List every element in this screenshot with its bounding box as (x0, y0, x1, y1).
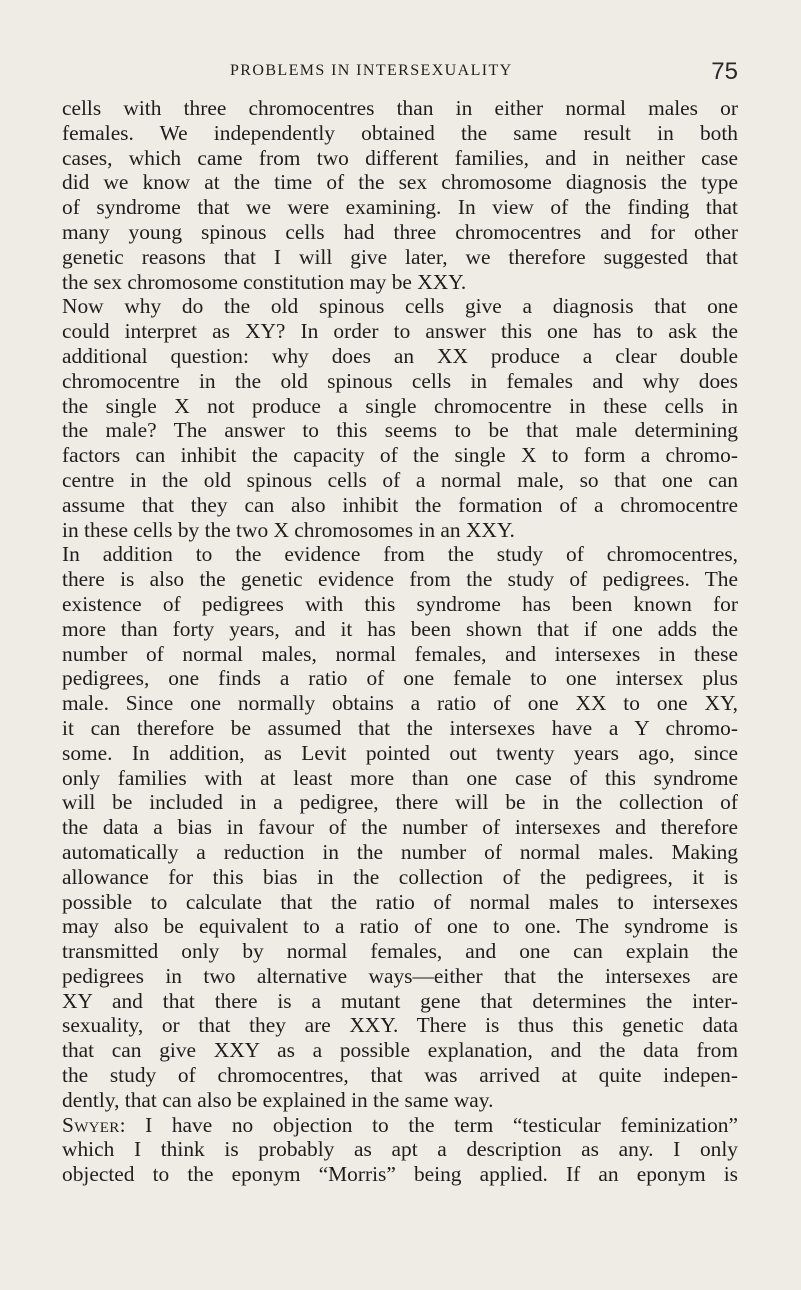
text-line: number of normal males, normal females, and intersexes in these (62, 641, 738, 666)
speaker-text: I have no objection to the term “testicular feminization” (145, 1112, 738, 1137)
text-line: only families with at least more than one case of this syndrome (62, 765, 738, 790)
text-line: more than forty years, and it has been shown that if one adds the (62, 616, 738, 641)
text-line: allowance for this bias in the collection of the pedigrees, it is (62, 864, 738, 889)
running-head (62, 58, 738, 88)
text-line: cases, which came from two different families, and in neither case (62, 145, 738, 170)
text-line: could interpret as XY? In order to answer this one has to ask the (62, 319, 738, 344)
text-line: chromocentre in the old spinous cells in females and why does (62, 368, 738, 393)
text-line: the single X not produce a single chromocentre in these cells in (62, 393, 738, 418)
text-line: there is also the genetic evidence from the study of pedigrees. The (62, 567, 738, 592)
text-line: XY and that there is a mutant gene that determines the inter- (62, 988, 738, 1013)
text-line: many young spinous cells had three chromocentres and for other (62, 219, 738, 244)
text-line: may also be equivalent to a ratio of one to one. The syndrome is (62, 914, 738, 939)
text-line: pedigrees in two alternative ways—either that the intersexes are (62, 963, 738, 988)
text-line: cells with three chromocentres than in either normal males or (62, 96, 738, 120)
text-line: pedigrees, one finds a ratio of one female to one intersex plus (62, 666, 738, 691)
speaker-line: Swyer: I have no objection to the term “testicular feminization” (62, 1112, 738, 1137)
text-line: that can give XXY as a possible explanation, and the data from (62, 1038, 738, 1063)
text-line: the male? The answer to this seems to be that male determining (62, 418, 738, 443)
text-line: some. In addition, as Levit pointed out twenty years ago, since (62, 740, 738, 765)
text-line: genetic reasons that I will give later, we therefore suggested that (62, 244, 738, 269)
text-line: the study of chromocentres, that was arrived at quite indepen- (62, 1063, 738, 1088)
text-line: in these cells by the two X chromosomes in an XXY. (62, 517, 515, 542)
text-line: transmitted only by normal females, and one can explain the (62, 939, 738, 964)
text-line: females. We independently obtained the same result in both (62, 120, 738, 145)
text-line: existence of pedigrees with this syndrome has been known for (62, 591, 738, 616)
text-line: which I think is probably as apt a description as any. I only (62, 1137, 738, 1162)
page-number: 75 (711, 58, 738, 85)
text-line: centre in the old spinous cells of a normal male, so that one can (62, 467, 738, 492)
text-line: sexuality, or that they are XXY. There is thus this genetic data (62, 1013, 738, 1038)
text-line: Now why do the old spinous cells give a diagnosis that one (62, 294, 738, 319)
text-line: will be included in a pedigree, there will be in the collection of (62, 790, 738, 815)
text-line: dently, that can also be explained in the same way. (62, 1087, 494, 1112)
text-line: possible to calculate that the ratio of normal males to intersexes (62, 889, 738, 914)
text-line: of syndrome that we were examining. In view of the finding that (62, 195, 738, 220)
text-line: the sex chromosome constitution may be XXY. (62, 269, 467, 294)
text-line: In addition to the evidence from the study of chromocentres, (62, 542, 738, 567)
text-line: assume that they can also inhibit the formation of a chromocentre (62, 492, 738, 517)
text-line: additional question: why does an XX produce a clear double (62, 343, 738, 368)
text-line: did we know at the time of the sex chromosome diagnosis the type (62, 170, 738, 195)
body-text (62, 96, 738, 1187)
running-title: PROBLEMS IN INTERSEXUALITY (230, 62, 513, 79)
text-line: the data a bias in favour of the number of intersexes and therefore (62, 815, 738, 840)
text-line: it can therefore be assumed that the intersexes have a Y chromo- (62, 715, 738, 740)
text-line: objected to the eponym “Morris” being applied. If an eponym is (62, 1162, 738, 1187)
text-line: automatically a reduction in the number of normal males. Making (62, 839, 738, 864)
speaker-name: Swyer (62, 1112, 120, 1137)
text-line: factors can inhibit the capacity of the single X to form a chromo- (62, 443, 738, 468)
text-line: male. Since one normally obtains a ratio of one XX to one XY, (62, 691, 738, 716)
